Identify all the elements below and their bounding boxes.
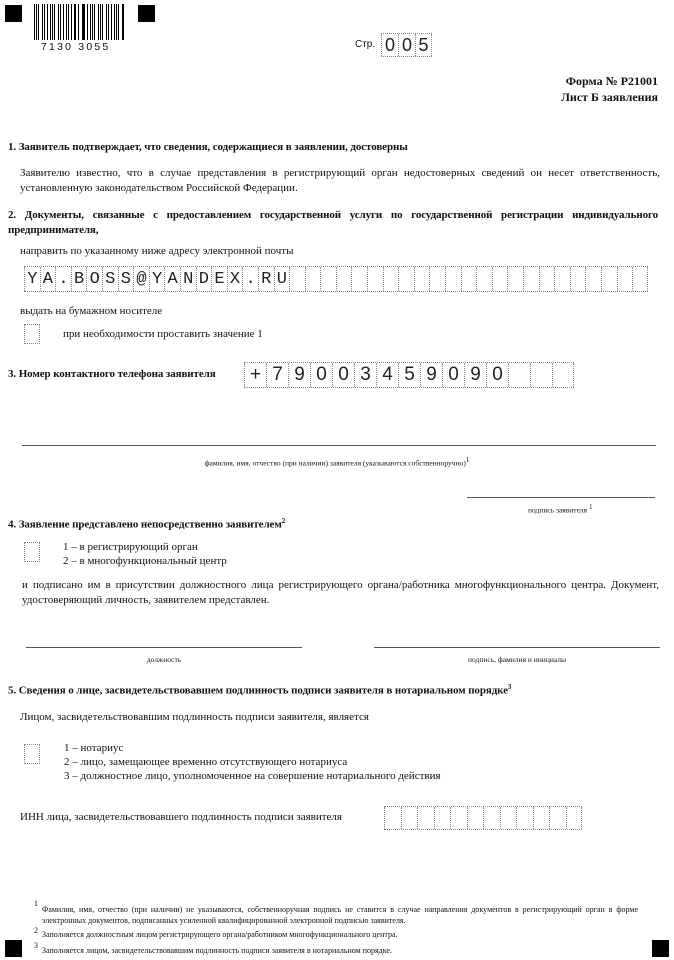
section5-footnote-ref: 3 bbox=[507, 683, 512, 691]
email-cell bbox=[414, 267, 430, 291]
barcode-bar bbox=[102, 4, 103, 40]
email-cell: A bbox=[40, 267, 56, 291]
email-cell bbox=[492, 267, 508, 291]
email-cell bbox=[367, 267, 383, 291]
email-label: направить по указанному ниже адресу электронной почты bbox=[20, 245, 294, 257]
email-cell bbox=[445, 267, 461, 291]
inn-cell bbox=[533, 807, 550, 829]
section3-heading: 3. Номер контактного телефона заявителя bbox=[8, 368, 216, 380]
section5-subheading: Лицом, засвидетельствовавшим подлинность подписи заявителя, является bbox=[20, 711, 369, 723]
signature-line[interactable] bbox=[467, 497, 655, 498]
barcode-bar bbox=[83, 4, 84, 40]
inn-cell bbox=[450, 807, 467, 829]
alignment-marker-bottom-right bbox=[652, 940, 669, 957]
barcode-bar bbox=[42, 4, 43, 40]
option-notary: 1 – нотариус bbox=[64, 742, 124, 754]
phone-cell: 3 bbox=[354, 363, 376, 387]
phone-cell: 0 bbox=[442, 363, 464, 387]
email-cell bbox=[632, 267, 648, 291]
alignment-marker-bottom-left bbox=[5, 940, 22, 957]
page-number-field[interactable] bbox=[381, 33, 432, 57]
paper-hint: при необходимости проставить значение 1 bbox=[63, 328, 263, 340]
page-number-cell: 0 bbox=[381, 34, 398, 56]
email-cell bbox=[383, 267, 399, 291]
phone-cell bbox=[530, 363, 552, 387]
email-cell bbox=[305, 267, 321, 291]
inn-field[interactable] bbox=[384, 806, 582, 830]
fio-caption-text: фамилия, имя, отчество (при наличии) заявителя (указываются собственноручно) bbox=[204, 458, 466, 468]
phone-cell bbox=[508, 363, 530, 387]
inn-cell bbox=[434, 807, 451, 829]
barcode-bar bbox=[75, 4, 76, 40]
email-cell bbox=[585, 267, 601, 291]
notary-type-checkbox[interactable] bbox=[24, 744, 40, 764]
email-cell bbox=[507, 267, 523, 291]
inn-cell bbox=[401, 807, 418, 829]
alignment-marker-top-right bbox=[138, 5, 155, 22]
phone-cell: 9 bbox=[464, 363, 486, 387]
email-cell: Y bbox=[149, 267, 165, 291]
phone-cell: 9 bbox=[420, 363, 442, 387]
email-cell bbox=[523, 267, 539, 291]
email-cell: D bbox=[196, 267, 212, 291]
barcode-bar bbox=[60, 4, 61, 40]
section5-heading-text: 5. Сведения о лице, засвидетельствовавшем подлинность подписи заявителя в нотариальном порядке bbox=[8, 684, 508, 697]
official-signature-line[interactable] bbox=[374, 647, 660, 648]
email-cell: . bbox=[55, 267, 71, 291]
email-cell: B bbox=[71, 267, 87, 291]
footnote-3-number: 3 bbox=[34, 941, 38, 950]
section4-heading-text: 4. Заявление представлено непосредственно заявителем bbox=[8, 518, 282, 531]
signature-footnote-ref: 1 bbox=[589, 503, 593, 511]
section2-heading: 2. Документы, связанные с предоставлением государственной услуги по государственной регистрации индивидуального предпринимателя, bbox=[8, 209, 658, 236]
position-line[interactable] bbox=[26, 647, 302, 648]
email-cell bbox=[554, 267, 570, 291]
email-cell bbox=[336, 267, 352, 291]
inn-label: ИНН лица, засвидетельствовавшего подлинность подписи заявителя bbox=[20, 811, 342, 823]
fio-caption bbox=[0, 456, 674, 468]
section4-heading bbox=[8, 517, 285, 531]
email-cell bbox=[398, 267, 414, 291]
phone-field[interactable] bbox=[244, 362, 574, 388]
footnote-2: Заполняется должностным лицом регистрирующего органа/работником многофункционального центра. bbox=[42, 930, 398, 939]
alignment-marker-top-left bbox=[5, 5, 22, 22]
barcode-bar bbox=[34, 4, 35, 40]
footnote-1-number: 1 bbox=[34, 899, 38, 908]
barcode-bar bbox=[94, 4, 95, 40]
position-caption: должность bbox=[146, 655, 182, 664]
email-cell: @ bbox=[133, 267, 149, 291]
inn-cell bbox=[500, 807, 517, 829]
email-cell: O bbox=[86, 267, 102, 291]
email-field[interactable] bbox=[24, 266, 648, 292]
fio-footnote-ref: 1 bbox=[465, 456, 470, 464]
page-number-cell: 5 bbox=[415, 34, 432, 56]
email-cell: N bbox=[180, 267, 196, 291]
barcode-bar bbox=[54, 4, 55, 40]
inn-cell bbox=[467, 807, 484, 829]
email-cell bbox=[289, 267, 305, 291]
inn-cell bbox=[566, 807, 583, 829]
page-label: Стр. bbox=[355, 39, 376, 50]
section1-text: Заявителю известно, что в случае представления в регистрирующий орган недостоверных сведений он несет ответственность, установленную законодательством Российской Федерации. bbox=[20, 167, 660, 194]
inn-cell bbox=[483, 807, 500, 829]
inn-cell bbox=[516, 807, 533, 829]
inn-cell bbox=[417, 807, 434, 829]
phone-cell bbox=[552, 363, 574, 387]
email-cell: . bbox=[242, 267, 258, 291]
email-cell: E bbox=[211, 267, 227, 291]
phone-cell: 9 bbox=[288, 363, 310, 387]
barcode-bar bbox=[44, 4, 45, 40]
email-cell bbox=[476, 267, 492, 291]
phone-cell: 7 bbox=[266, 363, 288, 387]
signature-caption bbox=[528, 503, 593, 515]
email-cell bbox=[539, 267, 555, 291]
phone-cell: + bbox=[244, 363, 266, 387]
section5-heading bbox=[8, 683, 511, 697]
barcode-bar bbox=[87, 4, 88, 40]
barcode bbox=[34, 4, 126, 40]
email-cell: S bbox=[102, 267, 118, 291]
email-cell: R bbox=[258, 267, 274, 291]
phone-cell: 0 bbox=[486, 363, 508, 387]
paper-checkbox[interactable] bbox=[24, 324, 40, 344]
barcode-bar bbox=[116, 4, 117, 40]
paper-label: выдать на бумажном носителе bbox=[20, 305, 163, 317]
email-cell: X bbox=[227, 267, 243, 291]
footnote-1: Фамилия, имя, отчество (при наличии) не указываются, собственноручная подпись не ставится в случае направления документов в регистрирующий орган в форме электронных документов, подписанных усиленной квалифицированной электронной подписью заявителя. bbox=[42, 905, 638, 925]
phone-cell: 0 bbox=[310, 363, 332, 387]
email-cell bbox=[429, 267, 445, 291]
email-cell bbox=[601, 267, 617, 291]
email-cell bbox=[617, 267, 633, 291]
page-number-cell: 0 bbox=[398, 34, 415, 56]
phone-cell: 5 bbox=[398, 363, 420, 387]
phone-cell: 4 bbox=[376, 363, 398, 387]
email-cell: U bbox=[274, 267, 290, 291]
barcode-bar bbox=[123, 4, 124, 40]
official-signature-caption: подпись, фамилия и инициалы bbox=[467, 655, 567, 664]
barcode-bar bbox=[108, 4, 109, 40]
email-cell bbox=[461, 267, 477, 291]
fio-line[interactable] bbox=[22, 445, 656, 446]
inn-cell bbox=[384, 807, 401, 829]
email-cell: S bbox=[118, 267, 134, 291]
email-cell bbox=[570, 267, 586, 291]
form-title bbox=[561, 73, 658, 105]
option-authorized-official: 3 – должностное лицо, уполномоченное на совершение нотариального действия bbox=[64, 770, 441, 782]
section1-heading: 1. Заявитель подтверждает, что сведения, содержащиеся в заявлении, достоверны bbox=[8, 141, 408, 153]
barcode-bar bbox=[68, 4, 69, 40]
email-cell: Y bbox=[24, 267, 40, 291]
barcode-number: 7130 3055 bbox=[41, 41, 111, 53]
form-number: Форма № Р21001 bbox=[565, 74, 658, 88]
inn-cell bbox=[549, 807, 566, 829]
section4-footnote-ref: 2 bbox=[281, 517, 286, 525]
option-registering-body: 1 – в регистрирующий орган bbox=[63, 541, 198, 553]
phone-cell: 0 bbox=[332, 363, 354, 387]
footnote-3: Заполняется лицом, засвидетельствовавшим подлинность подписи заявителя в нотариальном порядке. bbox=[42, 946, 392, 955]
footnote-2-number: 2 bbox=[34, 926, 38, 935]
signature-caption-text: подпись заявителя bbox=[528, 505, 588, 515]
email-cell bbox=[351, 267, 367, 291]
option-acting-notary: 2 – лицо, замещающее временно отсутствующего нотариуса bbox=[64, 756, 348, 768]
option-mfc: 2 – в многофункциональный центр bbox=[63, 555, 227, 567]
submission-method-checkbox[interactable] bbox=[24, 542, 40, 562]
email-cell: A bbox=[164, 267, 180, 291]
section4-text: и подписано им в присутствии должностного лица регистрирующего органа/работника многофункционального центра. Документ, удостоверяющий личность, заявителем представлен. bbox=[22, 579, 659, 606]
email-cell bbox=[320, 267, 336, 291]
sheet-title: Лист Б заявления bbox=[560, 90, 658, 104]
